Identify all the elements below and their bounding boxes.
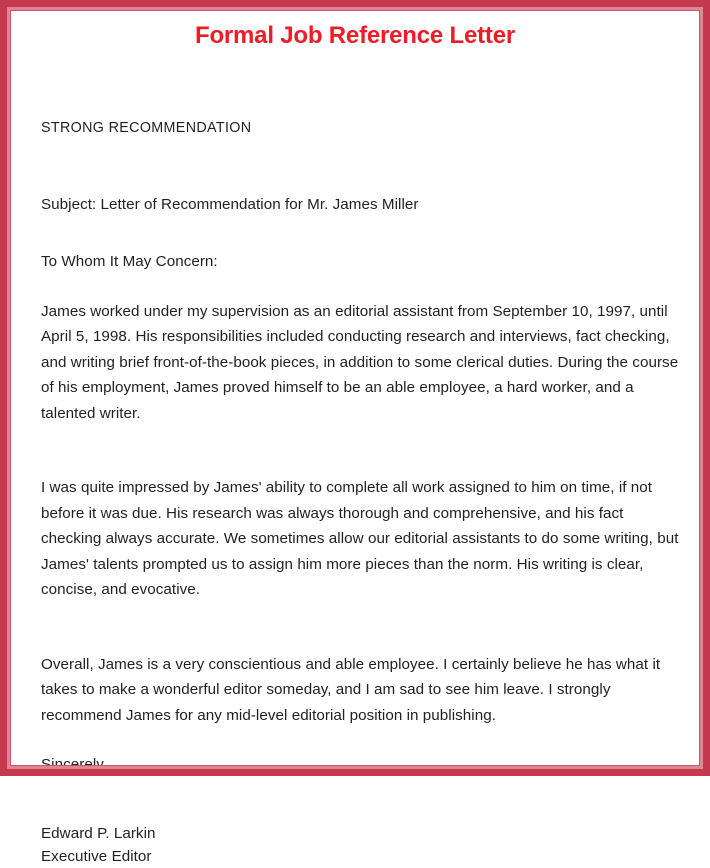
spacer <box>41 778 683 822</box>
body-paragraph-1: James worked under my supervision as an editorial assistant from September 10, 1997, until April 5, 1998. His responsibilities included conducting research and interviews, fact checking, and writing brief front-of-the-book pieces, in addition to some clerical duties. During the course of his employment, James proved himself to be an able employee, a hard worker, and a talented writer. <box>41 302 679 422</box>
letter-sheet <box>11 11 699 865</box>
spacer <box>41 217 683 249</box>
body-paragraph-2: I was quite impressed by James' ability to complete all work assigned to him on time, if not before it was due. His research was always thorough and comprehensive, and his fact checking always accurate. We sometimes allow our editorial assistants to do some writing, but James' talents prompted us to assign him more pieces than the norm. His writing is clear, concise, and evocative. <box>41 479 679 598</box>
salutation: To Whom It May Concern: <box>41 253 218 270</box>
body-paragraph-3: Overall, James is a very conscientious and able employee. I certainly believe he has what it takes to make a wonderful editor someday, and I am sad to see him leave. I strongly recommend James for any mid-level editorial position in publishing. <box>41 655 661 724</box>
subject-line: Subject: Letter of Recommendation for Mr. James Miller <box>41 195 419 213</box>
closing-line: Sincerely, <box>41 756 108 773</box>
spacer <box>41 603 683 652</box>
spacer <box>41 142 683 192</box>
signer-title: Executive Editor <box>41 847 152 865</box>
spacer <box>41 275 683 299</box>
letter-body <box>41 116 683 868</box>
signer-name: Edward P. Larkin <box>41 824 156 842</box>
spacer <box>41 728 683 752</box>
signature-block <box>41 822 683 868</box>
recommendation-heading: STRONG RECOMMENDATION <box>41 120 252 136</box>
spacer <box>41 426 683 475</box>
page-title: Formal Job Reference Letter <box>194 22 516 49</box>
